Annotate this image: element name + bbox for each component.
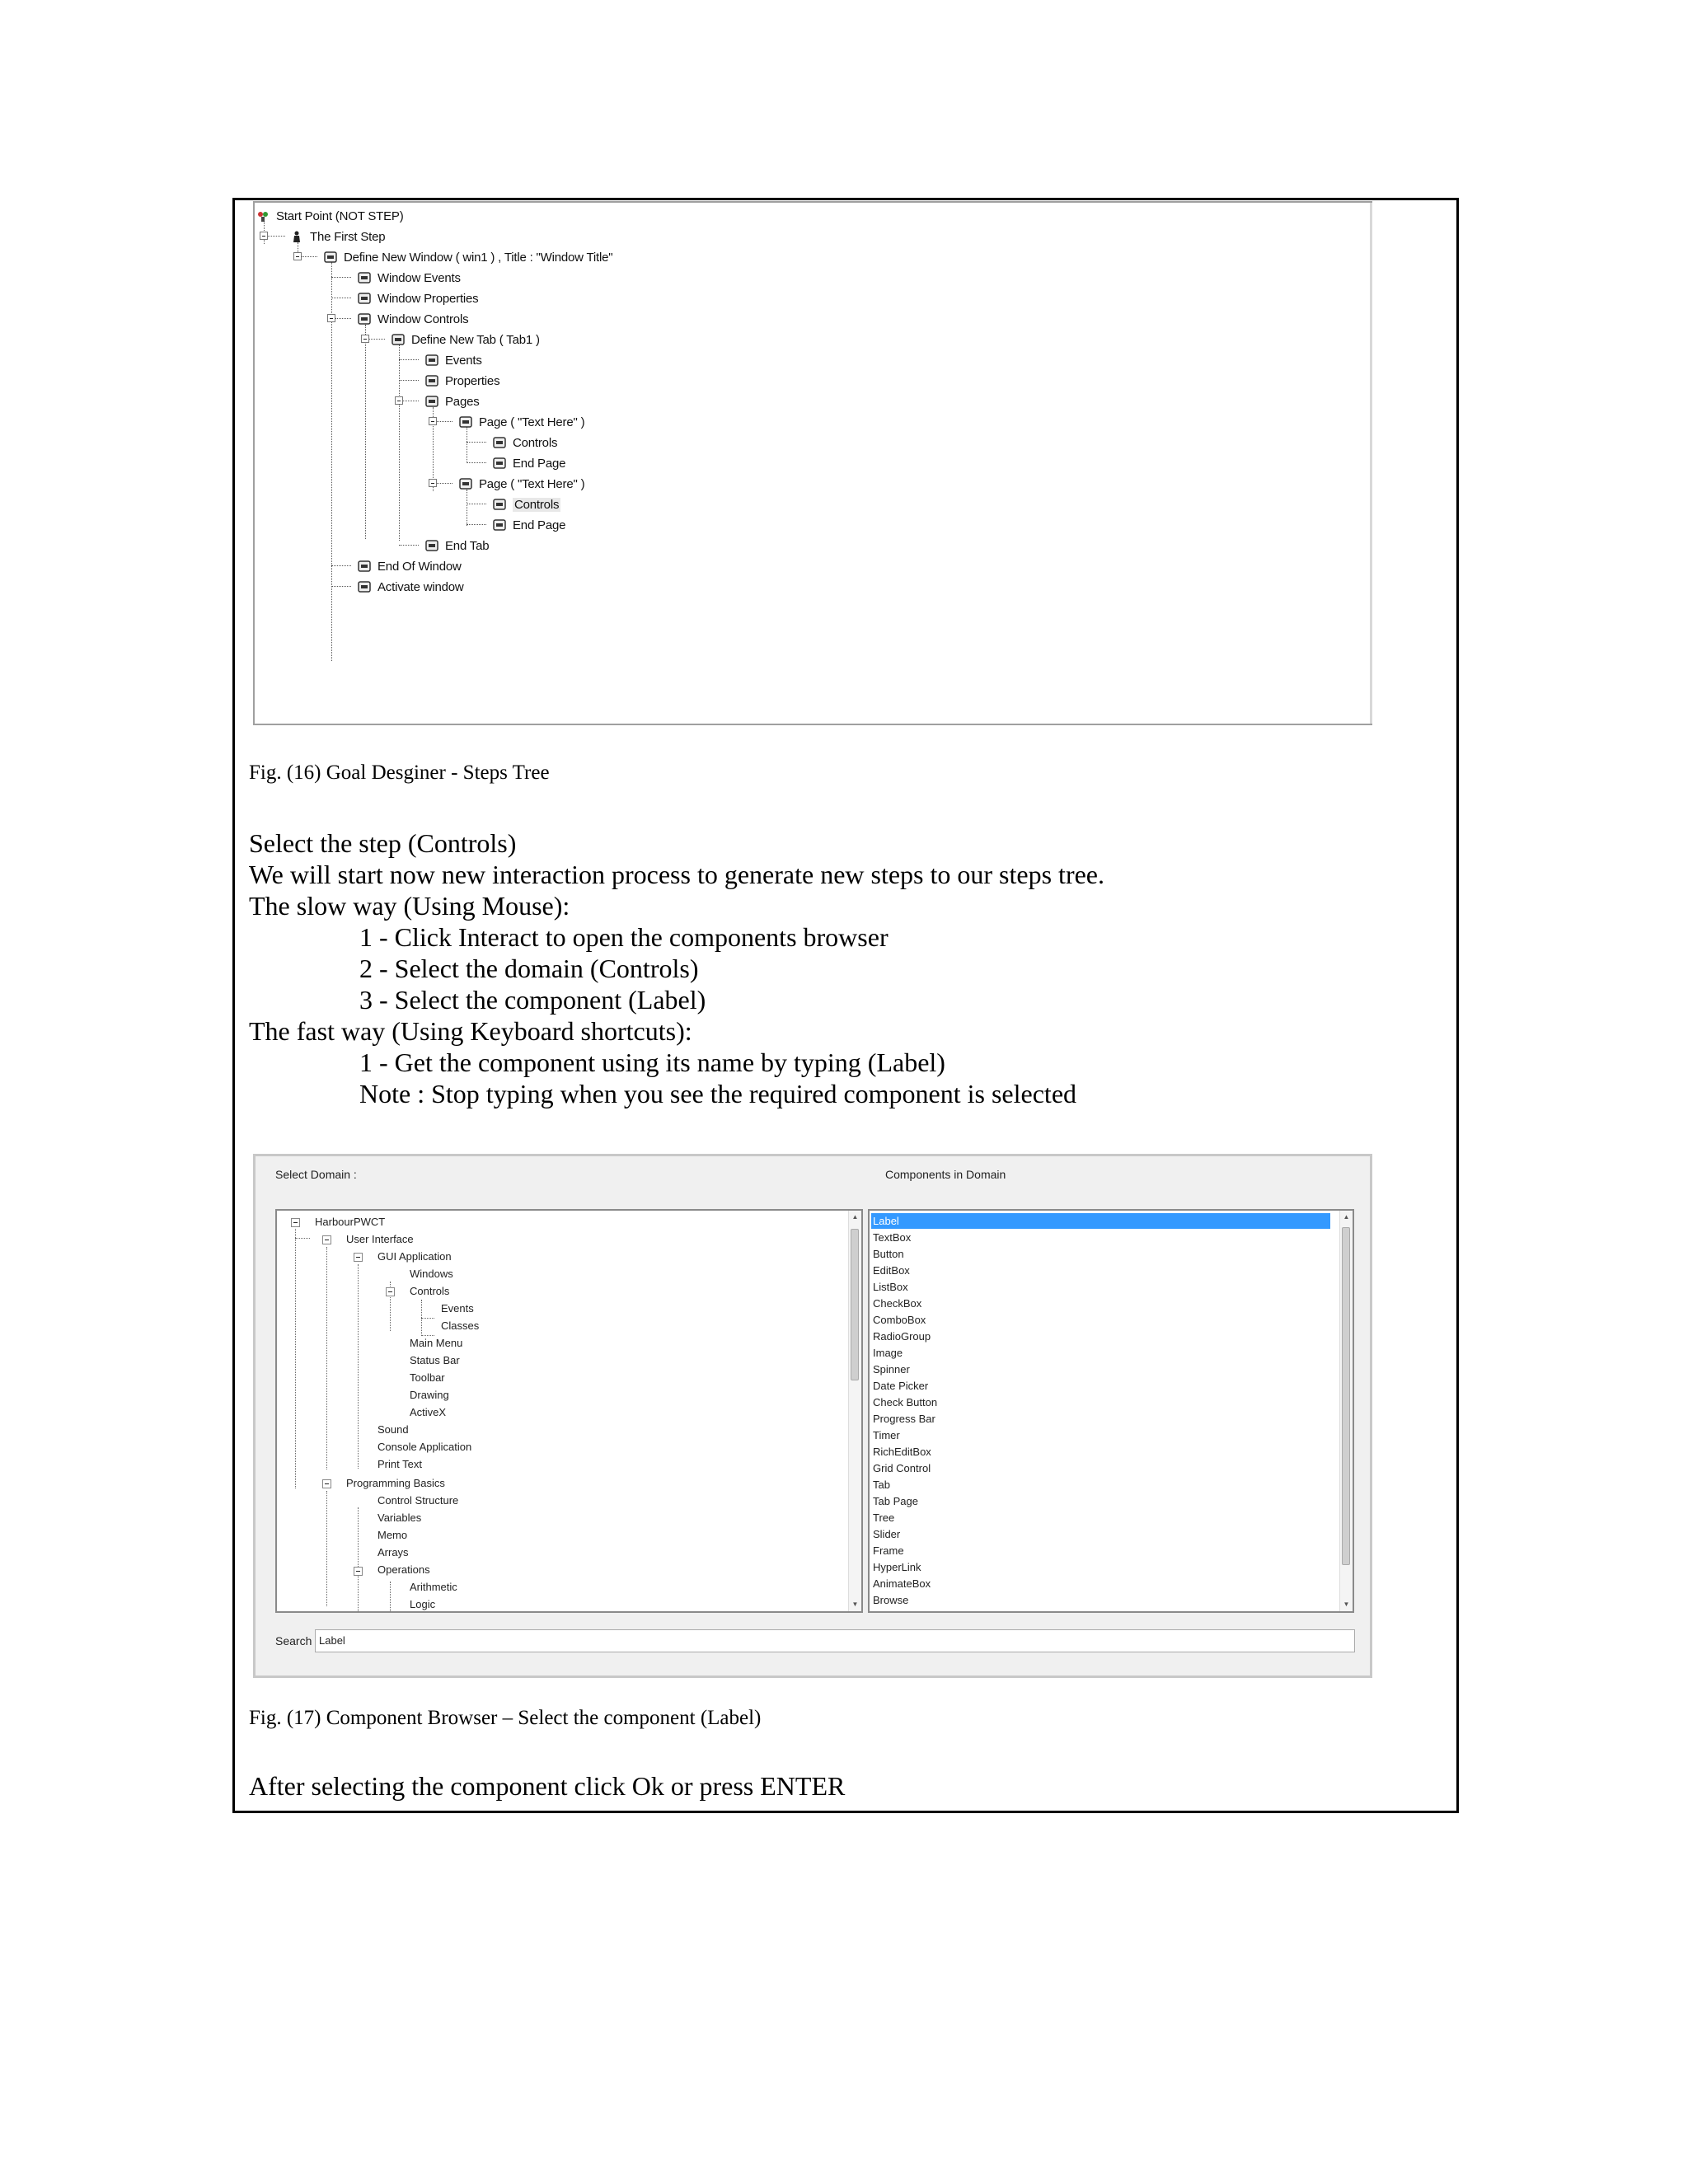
collapse-toggle[interactable]: [322, 1479, 331, 1488]
domain-node[interactable]: Classes: [441, 1319, 480, 1332]
domain-node[interactable]: Status Bar: [410, 1354, 460, 1366]
component-item[interactable]: Frame: [873, 1544, 904, 1557]
component-item[interactable]: Progress Bar: [873, 1413, 935, 1425]
component-browser-screenshot: [253, 1154, 1372, 1678]
tree-node-start-point[interactable]: Start Point (NOT STEP): [256, 206, 404, 226]
collapse-toggle[interactable]: [429, 417, 437, 425]
tree-node[interactable]: Events: [425, 350, 482, 370]
domain-node[interactable]: Sound: [377, 1423, 409, 1436]
domain-node[interactable]: Variables: [377, 1511, 422, 1524]
tree-node[interactable]: Define New Window ( win1 ) , Title : "Window Title": [324, 247, 612, 267]
component-item[interactable]: HyperLink: [873, 1561, 921, 1573]
component-item[interactable]: ListBox: [873, 1281, 908, 1293]
search-label: Search: [275, 1634, 312, 1647]
body-text: Note : Stop typing when you see the required component is selected: [359, 1079, 1077, 1108]
component-item[interactable]: RadioGroup: [873, 1330, 931, 1343]
domain-node[interactable]: Logic: [410, 1598, 436, 1610]
components-label: Components in Domain: [885, 1168, 1006, 1181]
tree-node[interactable]: Controls: [493, 433, 557, 452]
collapse-toggle[interactable]: [429, 479, 437, 487]
step-icon: [358, 313, 371, 325]
component-item[interactable]: ComboBox: [873, 1314, 926, 1326]
step-icon: [392, 334, 405, 345]
component-item[interactable]: EditBox: [873, 1264, 910, 1277]
tree-node[interactable]: End Page: [493, 453, 565, 473]
tree-node[interactable]: End Tab: [425, 536, 489, 555]
domain-node[interactable]: Arrays: [377, 1546, 409, 1558]
component-item[interactable]: Image: [873, 1347, 903, 1359]
tree-node-selected[interactable]: Controls: [493, 494, 560, 514]
component-item[interactable]: Check Button: [873, 1396, 938, 1408]
step-icon: [493, 457, 506, 469]
collapse-toggle[interactable]: [395, 396, 403, 405]
scroll-down-icon[interactable]: ▼: [1343, 1601, 1350, 1608]
domain-node[interactable]: Console Application: [377, 1441, 472, 1453]
domain-node[interactable]: Programming Basics: [346, 1477, 445, 1489]
tree-node[interactable]: Activate window: [358, 577, 464, 597]
collapse-toggle[interactable]: [361, 335, 369, 343]
figure-caption: Fig. (16) Goal Desginer - Steps Tree: [249, 762, 550, 784]
components-list[interactable]: [868, 1209, 1354, 1613]
tree-node[interactable]: Pages: [425, 391, 480, 411]
tree-node[interactable]: End Of Window: [358, 556, 462, 576]
domain-node[interactable]: GUI Application: [377, 1250, 452, 1263]
component-item-selected[interactable]: Label: [871, 1213, 1330, 1229]
tree-node[interactable]: Window Events: [358, 268, 461, 288]
step-icon: [425, 396, 438, 407]
domain-node[interactable]: Windows: [410, 1268, 453, 1280]
component-item[interactable]: Button: [873, 1248, 904, 1260]
body-text: We will start now new interaction process to generate new steps to our steps tree.: [249, 860, 1104, 889]
scroll-up-icon[interactable]: ▲: [1343, 1213, 1350, 1221]
step-icon: [425, 540, 438, 551]
steps-tree-screenshot: [253, 201, 1372, 725]
component-item[interactable]: Browse: [873, 1594, 909, 1606]
component-item[interactable]: Tab Page: [873, 1495, 918, 1507]
start-point-icon: [256, 210, 270, 222]
select-domain-label: Select Domain :: [275, 1168, 357, 1181]
domain-node-selected[interactable]: Controls: [410, 1285, 450, 1297]
domain-node[interactable]: Events: [441, 1302, 474, 1315]
domain-node[interactable]: Main Menu: [410, 1337, 463, 1349]
body-text: 1 - Get the component using its name by typing (Label): [359, 1047, 945, 1077]
component-item[interactable]: TextBox: [873, 1231, 912, 1244]
scroll-down-icon[interactable]: ▼: [851, 1601, 859, 1608]
tree-node[interactable]: End Page: [493, 515, 565, 535]
scroll-thumb[interactable]: [1342, 1227, 1350, 1565]
collapse-toggle[interactable]: [354, 1567, 363, 1576]
step-icon: [493, 519, 506, 531]
component-item[interactable]: CheckBox: [873, 1297, 922, 1310]
body-text: 3 - Select the component (Label): [359, 985, 706, 1015]
domain-node[interactable]: Print Text: [377, 1458, 422, 1470]
body-text: The slow way (Using Mouse):: [249, 891, 570, 921]
component-item[interactable]: RichEditBox: [873, 1446, 931, 1458]
step-icon: [358, 581, 371, 593]
tree-node[interactable]: Page ( "Text Here" ): [459, 412, 584, 432]
step-icon: [358, 293, 371, 304]
step-icon: [493, 437, 506, 448]
component-item[interactable]: Slider: [873, 1528, 901, 1540]
scroll-thumb[interactable]: [851, 1229, 859, 1380]
tree-node[interactable]: Properties: [425, 371, 499, 391]
domain-node[interactable]: Arithmetic: [410, 1581, 457, 1593]
tree-node[interactable]: Window Controls: [358, 309, 468, 329]
step-icon: [493, 499, 506, 510]
search-input[interactable]: Label: [315, 1629, 1355, 1652]
step-icon: [425, 375, 438, 387]
collapse-toggle[interactable]: [327, 314, 335, 322]
tree-node[interactable]: Window Properties: [358, 288, 478, 308]
domain-scrollbar[interactable]: [848, 1211, 861, 1611]
domain-node[interactable]: Operations: [377, 1563, 430, 1576]
component-item[interactable]: Date Picker: [873, 1380, 929, 1392]
component-item[interactable]: AnimateBox: [873, 1577, 931, 1590]
scroll-up-icon[interactable]: ▲: [851, 1213, 859, 1221]
tree-node[interactable]: Define New Tab ( Tab1 ): [392, 330, 540, 349]
body-text: Select the step (Controls): [249, 828, 517, 858]
body-text: 1 - Click Interact to open the components browser: [359, 922, 889, 952]
domain-node[interactable]: Drawing: [410, 1389, 449, 1401]
domain-node[interactable]: User Interface: [346, 1233, 414, 1245]
figure-caption: Fig. (17) Component Browser – Select the component (Label): [249, 1707, 762, 1729]
domain-node[interactable]: Control Structure: [377, 1494, 459, 1507]
person-icon: [290, 231, 303, 242]
domain-node[interactable]: HarbourPWCT: [315, 1216, 386, 1228]
component-item[interactable]: Timer: [873, 1429, 900, 1441]
component-item[interactable]: Grid Control: [873, 1462, 931, 1474]
collapse-toggle[interactable]: [322, 1235, 331, 1244]
step-icon: [459, 478, 472, 490]
step-icon: [425, 354, 438, 366]
step-icon: [358, 560, 371, 572]
components-scrollbar[interactable]: [1339, 1211, 1353, 1611]
component-item[interactable]: Tree: [873, 1511, 895, 1524]
domain-node[interactable]: Toolbar: [410, 1371, 445, 1384]
tree-node[interactable]: Page ( "Text Here" ): [459, 474, 584, 494]
component-item[interactable]: Spinner: [873, 1363, 910, 1376]
tree-node-first-step[interactable]: The First Step: [290, 227, 385, 246]
collapse-toggle[interactable]: [260, 232, 268, 240]
body-text: 2 - Select the domain (Controls): [359, 954, 699, 983]
step-icon: [459, 416, 472, 428]
body-text: After selecting the component click Ok or press ENTER: [249, 1771, 846, 1801]
collapse-toggle[interactable]: [293, 252, 302, 260]
step-icon: [358, 272, 371, 284]
domain-node[interactable]: Memo: [377, 1529, 408, 1541]
step-icon: [324, 251, 337, 263]
domain-tree[interactable]: [275, 1209, 863, 1613]
body-text: The fast way (Using Keyboard shortcuts):: [249, 1016, 692, 1046]
collapse-toggle[interactable]: [386, 1287, 395, 1296]
component-item[interactable]: Tab: [873, 1479, 890, 1491]
collapse-toggle[interactable]: [291, 1218, 300, 1227]
domain-node[interactable]: ActiveX: [410, 1406, 447, 1418]
collapse-toggle[interactable]: [354, 1253, 363, 1262]
